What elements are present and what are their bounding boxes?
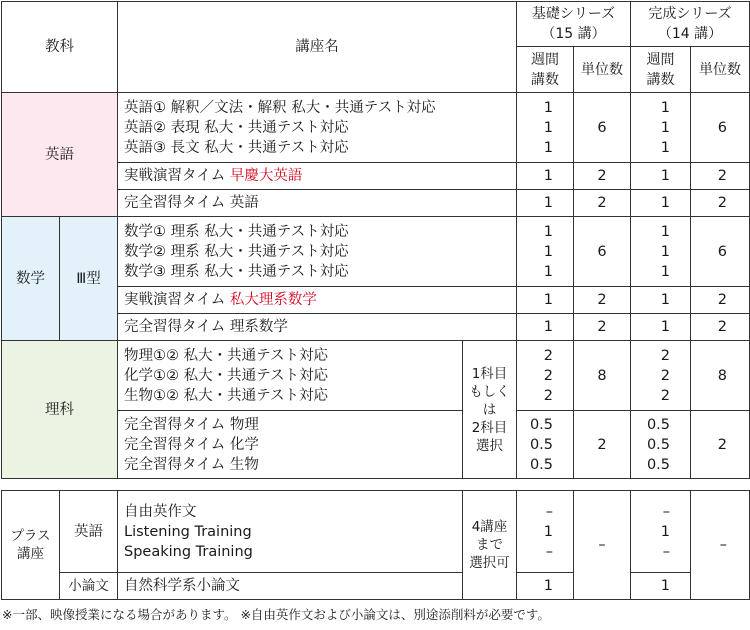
weekly-value: 0.5	[529, 416, 553, 433]
header-course-name: 講座名	[118, 2, 517, 93]
practice-highlight: 私大理系数学	[229, 292, 317, 308]
weekly-value: 2	[660, 367, 670, 384]
header-complete-credits: 単位数	[691, 47, 750, 93]
weekly-value: 1	[660, 139, 670, 156]
science-choice-note	[463, 341, 517, 479]
science-mastery-complete-credits: 2	[691, 411, 750, 479]
math-mastery-complete-credits: 2	[691, 314, 750, 341]
weekly-value: 2	[543, 347, 553, 364]
footnote: ※一部、映像授業になる場合があります。 ※自由英作文および小論文は、別途添削料が必要です。	[2, 607, 550, 622]
course-name: 英語③ 長文 私大・共通テスト対応	[124, 139, 349, 156]
plus-label-line: プラス	[10, 528, 51, 544]
course-name: 物理①② 私大・共通テスト対応	[124, 347, 329, 364]
subject-english: 英語	[2, 93, 118, 217]
science-mastery-complete-weekly	[631, 411, 691, 479]
weekly-value: –	[545, 503, 553, 520]
weekly-value: 2	[660, 387, 670, 404]
weekly-value: 1	[660, 223, 670, 240]
english-practice-basic-weekly: 1	[517, 163, 574, 190]
math-practice-basic-credits: 2	[574, 287, 631, 314]
header-basic-credits: 単位数	[574, 47, 631, 93]
weekly-value: –	[545, 543, 553, 560]
choice-note-line: まで	[476, 537, 503, 553]
weekly-value: 2	[543, 387, 553, 404]
plus-essay-basic-weekly: 1	[517, 573, 574, 600]
complete-series-count: （14 講）	[657, 26, 723, 42]
basic-series-title: 基礎シリーズ	[531, 6, 616, 22]
weekly-value: 1	[660, 119, 670, 136]
english-practice-complete-credits: 2	[691, 163, 750, 190]
course-name: 生物①② 私大・共通テスト対応	[124, 387, 329, 404]
weekly-value: 2	[660, 347, 670, 364]
plus-course-table	[1, 490, 750, 600]
count-label: 講数	[646, 71, 675, 88]
course-name: 完全習得タイム 化学	[124, 436, 259, 453]
weekly-value: 1	[543, 139, 553, 156]
math-mastery-course: 完全習得タイム 理系数学	[118, 314, 517, 341]
header-basic-weekly	[517, 47, 574, 93]
math-mastery-complete-weekly: 1	[631, 314, 691, 341]
weekly-label: 週間	[646, 51, 675, 68]
science-mastery-courses	[118, 411, 463, 479]
english-practice-basic-credits: 2	[574, 163, 631, 190]
course-name: 完全習得タイム 物理	[124, 416, 259, 433]
weekly-value: 2	[543, 367, 553, 384]
weekly-value: –	[662, 543, 670, 560]
plus-english-label: 英語	[60, 491, 118, 573]
plus-essay-course: 自然科学系小論文	[118, 573, 463, 600]
english-mastery-complete-weekly: 1	[631, 190, 691, 217]
science-basic-weekly	[517, 341, 574, 411]
subject-math: 数学	[2, 217, 60, 341]
english-mastery-basic-credits: 2	[574, 190, 631, 217]
english-complete-weekly	[631, 93, 691, 163]
choice-note-line: 2科目	[471, 419, 508, 436]
math-practice-complete-weekly: 1	[631, 287, 691, 314]
complete-series-title: 完成シリーズ	[648, 6, 732, 22]
curriculum-table	[1, 1, 750, 479]
weekly-value: 1	[543, 119, 553, 136]
choice-note-line: 選択	[476, 437, 503, 454]
science-mastery-basic-credits: 2	[574, 411, 631, 479]
english-mastery-complete-credits: 2	[691, 190, 750, 217]
weekly-label: 週間	[531, 51, 559, 68]
weekly-value: –	[662, 503, 670, 520]
science-mastery-basic-weekly	[517, 411, 574, 479]
course-name: 数学③ 理系 私大・共通テスト対応	[124, 263, 349, 280]
english-basic-weekly	[517, 93, 574, 163]
english-practice-complete-weekly: 1	[631, 163, 691, 190]
english-mastery-basic-weekly: 1	[517, 190, 574, 217]
header-complete-series	[631, 2, 750, 47]
english-practice-course	[118, 163, 517, 190]
plus-essay-complete-weekly: 1	[631, 573, 691, 600]
weekly-value: 0.5	[646, 436, 670, 453]
weekly-value: 1	[660, 523, 670, 540]
course-name: Listening Training	[124, 523, 252, 540]
practice-prefix: 実戦演習タイム	[124, 168, 230, 184]
course-name: Speaking Training	[124, 543, 253, 560]
plus-english-complete-weekly	[631, 491, 691, 573]
plus-choice-note	[463, 491, 517, 600]
plus-essay-label: 小論文	[60, 573, 118, 600]
math-mastery-basic-credits: 2	[574, 314, 631, 341]
weekly-value: 0.5	[529, 436, 553, 453]
english-basic-credits: 6	[574, 93, 631, 163]
practice-highlight: 早慶大英語	[229, 168, 303, 184]
weekly-value: 1	[543, 223, 553, 240]
math-practice-complete-credits: 2	[691, 287, 750, 314]
weekly-value: 1	[660, 263, 670, 280]
weekly-value: 1	[543, 263, 553, 280]
plus-basic-credits: –	[574, 491, 631, 600]
weekly-value: 1	[660, 99, 670, 116]
subject-science: 理科	[2, 341, 118, 479]
course-name: 完全習得タイム 生物	[124, 456, 259, 473]
science-basic-credits: 8	[574, 341, 631, 411]
plus-complete-credits: –	[691, 491, 750, 600]
course-name: 数学① 理系 私大・共通テスト対応	[124, 223, 349, 240]
header-complete-weekly	[631, 47, 691, 93]
plus-label	[2, 491, 60, 600]
choice-note-line: 4講座	[471, 519, 508, 535]
plus-english-basic-weekly	[517, 491, 574, 573]
weekly-value: 1	[543, 243, 553, 260]
science-complete-credits: 8	[691, 341, 750, 411]
math-type: Ⅲ型	[60, 217, 118, 341]
math-basic-credits: 6	[574, 217, 631, 287]
science-courses	[118, 341, 463, 411]
weekly-value: 0.5	[646, 416, 670, 433]
weekly-value: 0.5	[529, 456, 553, 473]
plus-english-courses	[118, 491, 463, 573]
math-complete-credits: 6	[691, 217, 750, 287]
math-mastery-basic-weekly: 1	[517, 314, 574, 341]
course-name: 数学② 理系 私大・共通テスト対応	[124, 243, 349, 260]
course-name: 英語① 解釈／文法・解釈 私大・共通テスト対応	[124, 99, 436, 116]
practice-prefix: 実戦演習タイム	[124, 292, 230, 308]
science-complete-weekly	[631, 341, 691, 411]
course-name: 化学①② 私大・共通テスト対応	[124, 367, 329, 384]
choice-note-line: 1科目	[471, 365, 508, 382]
header-subject: 教科	[2, 2, 118, 93]
math-courses	[118, 217, 517, 287]
weekly-value: 1	[543, 99, 553, 116]
weekly-value: 1	[543, 523, 553, 540]
header-basic-series	[517, 2, 631, 47]
english-mastery-course: 完全習得タイム 英語	[118, 190, 517, 217]
math-practice-basic-weekly: 1	[517, 287, 574, 314]
weekly-value: 1	[660, 243, 670, 260]
choice-note-line: 選択可	[469, 555, 510, 571]
course-name: 英語② 表現 私大・共通テスト対応	[124, 119, 349, 136]
math-complete-weekly	[631, 217, 691, 287]
basic-series-count: （15 講）	[541, 26, 606, 42]
math-basic-weekly	[517, 217, 574, 287]
math-practice-course	[118, 287, 517, 314]
plus-label-line: 講座	[17, 546, 44, 562]
weekly-value: 0.5	[646, 456, 670, 473]
choice-note-line: もしくは	[469, 383, 510, 418]
count-label: 講数	[531, 71, 559, 88]
english-courses	[118, 93, 517, 163]
course-name: 自由英作文	[124, 503, 197, 520]
english-complete-credits: 6	[691, 93, 750, 163]
